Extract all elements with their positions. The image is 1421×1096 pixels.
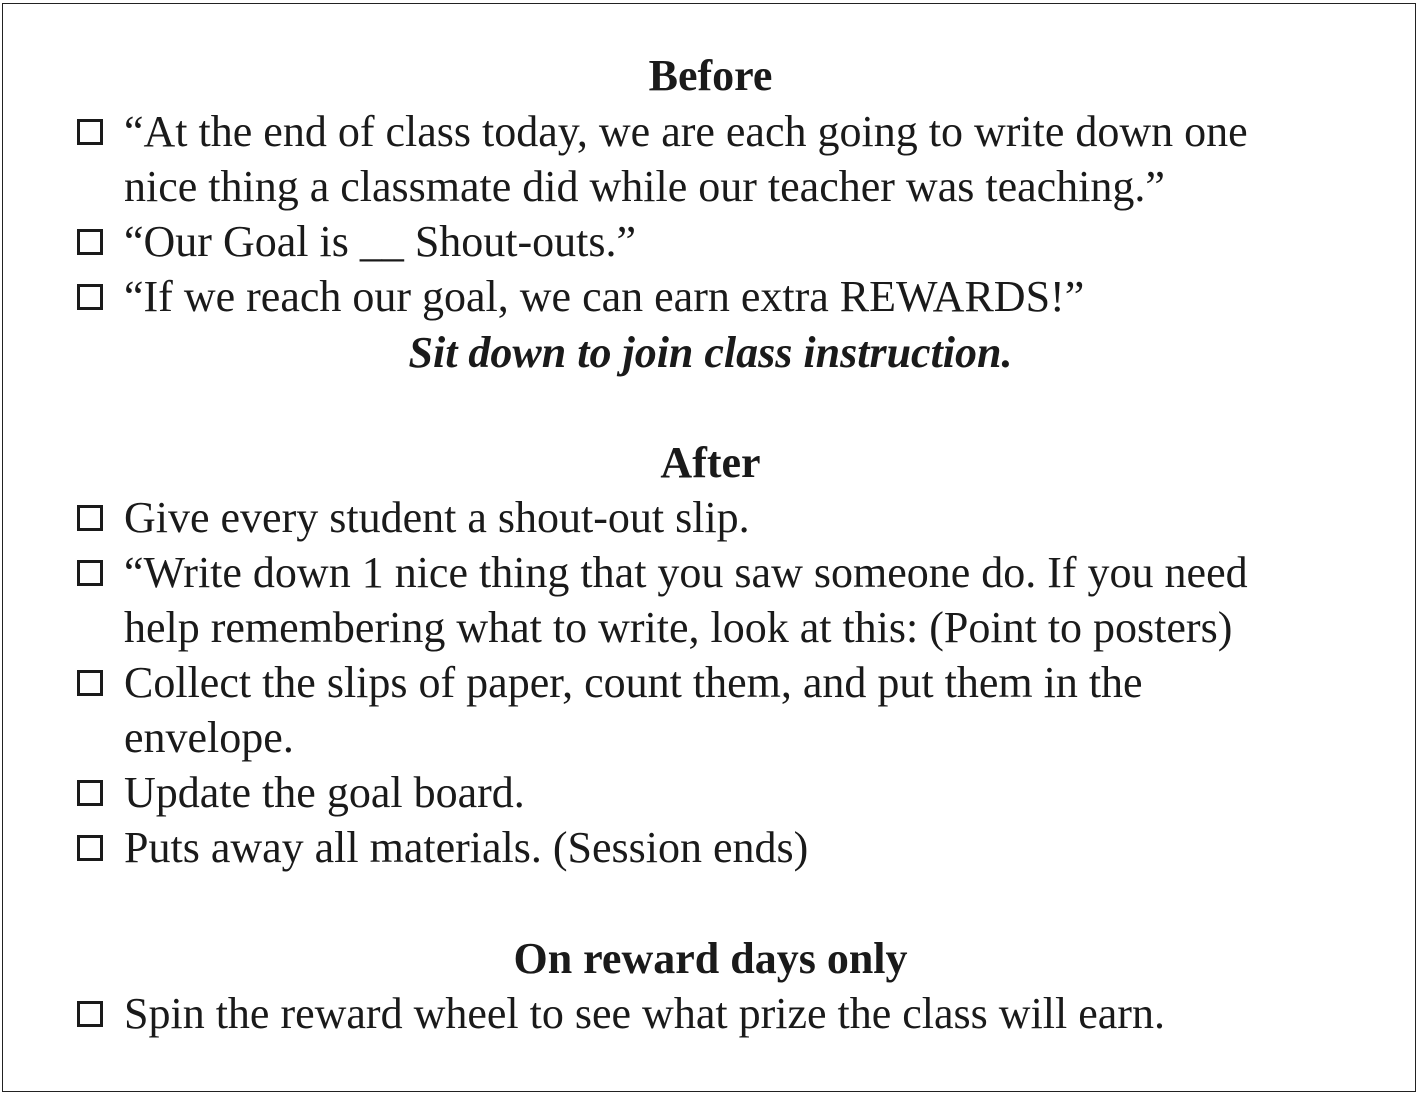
checkbox[interactable]	[77, 835, 103, 861]
checklist-item	[74, 104, 1374, 214]
checklist-item	[74, 545, 1374, 655]
checklist-item	[74, 986, 1374, 1041]
instruction-note: Sit down to join class instruction.	[408, 328, 1013, 377]
checklist-item	[74, 820, 1374, 875]
item-text-line: “Write down 1 nice thing that you saw someone do. If you need	[124, 548, 1248, 597]
item-text-line: Collect the slips of paper, count them, and put them in the	[124, 658, 1143, 707]
item-text-line: help remembering what to write, look at this: (Point to posters)	[124, 603, 1233, 652]
checkbox[interactable]	[77, 505, 103, 531]
item-text-line: Spin the reward wheel to see what prize the class will earn.	[124, 989, 1165, 1038]
item-text-line: envelope.	[124, 713, 294, 762]
item-text-line: “Our Goal is __ Shout-outs.”	[124, 217, 637, 266]
checkbox[interactable]	[77, 560, 103, 586]
checkbox[interactable]	[77, 780, 103, 806]
section-heading-after: After	[660, 438, 761, 487]
checkbox[interactable]	[77, 229, 103, 255]
item-text-line: “At the end of class today, we are each going to write down one	[124, 107, 1248, 156]
checkbox[interactable]	[77, 284, 103, 310]
item-text-line: Puts away all materials. (Session ends)	[124, 823, 809, 872]
checklist-item	[74, 655, 1374, 765]
checklist-item	[74, 765, 1374, 820]
checkbox[interactable]	[77, 670, 103, 696]
section-heading-reward-days: On reward days only	[513, 934, 908, 983]
item-text-line: Give every student a shout-out slip.	[124, 493, 750, 542]
checkbox[interactable]	[77, 1001, 103, 1027]
checklist-item	[74, 490, 1374, 545]
checklist-item	[74, 269, 1374, 324]
section-heading-before: Before	[648, 51, 773, 100]
checklist-item	[74, 214, 1374, 269]
item-text-line: nice thing a classmate did while our teacher was teaching.”	[124, 162, 1165, 211]
item-text-line: “If we reach our goal, we can earn extra REWARDS!”	[124, 272, 1085, 321]
checkbox[interactable]	[77, 119, 103, 145]
item-text-line: Update the goal board.	[124, 768, 525, 817]
